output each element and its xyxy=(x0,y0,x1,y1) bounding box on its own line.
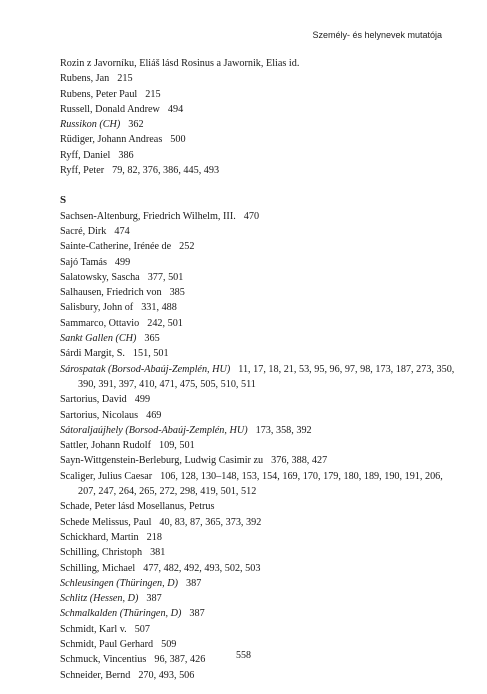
index-entry-name: Sattler, Johann Rudolf xyxy=(60,440,151,452)
index-entry-pages: 96, 387, 426 xyxy=(154,654,206,666)
index-entry-name: Salatowsky, Sascha xyxy=(60,271,140,283)
index-entry-name: Schilling, Christoph xyxy=(60,547,143,559)
index-entry xyxy=(60,239,460,254)
index-entry xyxy=(60,316,460,331)
index-entry-name: Rüdiger, Johann Andreas xyxy=(60,134,163,146)
index-entry xyxy=(60,148,460,163)
index-entry-name: Sachsen-Altenburg, Friedrich Wilhelm, III. xyxy=(60,210,236,222)
index-entry-pages: 218 xyxy=(146,531,162,543)
index-entry-pages: 385 xyxy=(169,287,185,299)
index-entry-pages: 500 xyxy=(170,134,186,146)
index-entry-name: Salhausen, Friedrich von xyxy=(60,287,162,299)
index-entry-pages: 499 xyxy=(134,394,151,406)
index-entry-name: Scaliger, Julius Caesar xyxy=(60,470,153,482)
index-entry xyxy=(60,622,460,637)
index-entry-name: Sárospatak (Borsod-Abaúj-Zemplén, HU) xyxy=(60,363,231,375)
index-entry-name: Schmidt, Karl v. xyxy=(60,623,127,635)
index-entry-name: Sacré, Dirk xyxy=(60,225,107,237)
index-entry-name: Sajó Tamás xyxy=(60,256,107,268)
section-letter: S xyxy=(60,194,67,207)
index-entry-name: Sartorius, Nicolaus xyxy=(60,409,139,421)
index-entry-name: Schede Melissus, Paul xyxy=(60,516,152,528)
index-entry-name: Rubens, Jan xyxy=(60,73,110,85)
index-entry-pages: 215 xyxy=(117,73,133,85)
index-entry-name: Sartorius, David xyxy=(60,394,127,406)
index-entry-pages: 387 xyxy=(186,577,202,589)
index-entry xyxy=(60,71,460,86)
index-group-s xyxy=(60,209,460,683)
index-entry-name: Schneider, Bernd xyxy=(60,669,131,681)
index-entry-name: Schmuck, Vincentius xyxy=(60,654,147,666)
index-entry-pages: 173, 358, 392 xyxy=(255,424,312,436)
index-entry xyxy=(60,545,460,560)
index-entry xyxy=(60,438,460,453)
index-entry xyxy=(60,346,460,361)
index-entry-pages: 499 xyxy=(114,256,131,268)
index-entry xyxy=(60,331,460,346)
index-entry-name: Schilling, Michael xyxy=(60,562,136,574)
index-group-r xyxy=(60,56,460,178)
index-entry-pages: 387 xyxy=(189,608,205,620)
index-entry-name: Schlitz (Hessen, D) xyxy=(60,593,139,605)
index-entry-pages: 11, 17, 18, 21, 53, 95, 96, 97, 98, 173, 187, 273, 350, 390, 391, 397, 410, 471, 475, 505, 510, 511 xyxy=(78,363,455,390)
index-entry xyxy=(60,515,460,530)
index-entry-name: Sankt Gallen (CH) xyxy=(60,333,137,345)
index-entry xyxy=(60,270,460,285)
index-entry-pages: 365 xyxy=(144,333,160,345)
index-entry xyxy=(60,255,460,270)
index-entry xyxy=(60,117,460,132)
index-entry-pages: 494 xyxy=(167,103,184,115)
index-entry xyxy=(60,530,460,545)
index-entry-name: Ryff, Peter xyxy=(60,165,105,177)
index-entry-pages: 106, 128, 130–148, 153, 154, 169, 170, 179, 180, 189, 190, 191, 206, 207, 247, 264, 265, 272, 298, 419, 501, 512 xyxy=(78,470,443,498)
page-number: 558 xyxy=(236,650,251,661)
index-entry xyxy=(60,576,460,591)
index-entry xyxy=(60,591,460,606)
index-entry xyxy=(60,408,460,423)
index-entry-name: Russikon (CH) xyxy=(60,119,121,131)
index-entry-name: Russell, Donald Andrew xyxy=(60,103,160,115)
index-entry-pages: 242, 501 xyxy=(147,317,183,329)
index-entry-name: Sayn-Wittgenstein-Berleburg, Ludwig Casimir zu xyxy=(60,455,264,467)
index-entry-pages: 40, 83, 87, 365, 373, 392 xyxy=(159,516,262,528)
index-entry-pages: 151, 501 xyxy=(132,348,169,360)
index-entry xyxy=(60,56,460,71)
index-entry-pages: 79, 82, 376, 386, 445, 493 xyxy=(112,165,220,177)
index-entry-name: Salisbury, John of xyxy=(60,302,134,314)
index-entry-pages: 387 xyxy=(146,593,162,605)
index-entry xyxy=(60,561,460,576)
index-entry-name: Sátoraljaújhely (Borsod-Abaúj-Zemplén, HU) xyxy=(60,424,248,436)
index-entry-pages: 386 xyxy=(118,149,134,161)
index-entry xyxy=(60,132,460,147)
index-entry-name: Ryff, Daniel xyxy=(60,149,111,161)
index-entry-name: Schleusingen (Thüringen, D) xyxy=(60,577,178,589)
index-entry xyxy=(60,469,460,500)
index-entry-pages: 509 xyxy=(161,638,177,650)
index-entry xyxy=(60,668,460,683)
index-entry-pages: 477, 482, 492, 493, 502, 503 xyxy=(143,562,261,574)
index-entry-pages: 469 xyxy=(146,409,162,421)
index-entry xyxy=(60,499,460,514)
index-entry-pages: 474 xyxy=(114,225,130,237)
index-entry-name: Schade, Peter lásd Mosellanus, Petrus xyxy=(60,501,215,513)
index-entry-pages: 362 xyxy=(128,119,144,131)
index-entry-name: Rubens, Peter Paul xyxy=(60,88,138,100)
index-entry xyxy=(60,423,460,438)
index-entry-pages: 215 xyxy=(145,88,161,100)
index-entry-name: Sainte-Catherine, Irénée de xyxy=(60,241,172,253)
index-entry xyxy=(60,163,460,178)
index-entry xyxy=(60,453,460,468)
index-entry-pages: 109, 501 xyxy=(159,440,195,452)
index-entry-pages: 507 xyxy=(134,623,150,635)
index-entry xyxy=(60,102,460,117)
index-list xyxy=(60,56,460,683)
index-entry-name: Rozin z Javorníku, Eliáš lásd Rosinus a Jawornik, Elias id. xyxy=(60,58,300,69)
index-entry xyxy=(60,606,460,621)
index-entry-name: Sárdi Margit, S. xyxy=(60,348,125,360)
index-entry xyxy=(60,300,460,315)
index-entry-name: Schmidt, Paul Gerhard xyxy=(60,638,154,650)
index-entry-name: Schmalkalden (Thüringen, D) xyxy=(60,608,182,620)
index-entry-name: Schickhard, Martin xyxy=(60,531,139,543)
index-entry-pages: 470 xyxy=(243,210,260,222)
index-entry xyxy=(60,224,460,239)
index-entry xyxy=(60,392,460,407)
index-entry-pages: 252 xyxy=(179,241,195,253)
index-entry xyxy=(60,362,460,393)
index-entry xyxy=(60,87,460,102)
index-entry-pages: 376, 388, 427 xyxy=(271,455,328,467)
index-entry-pages: 381 xyxy=(150,547,166,559)
index-entry-pages: 270, 493, 506 xyxy=(138,669,195,681)
index-entry-name: Sammarco, Ottavio xyxy=(60,317,140,329)
index-entry-pages: 331, 488 xyxy=(141,302,177,314)
running-head: Személy- és helynevek mutatója xyxy=(312,30,442,40)
index-entry xyxy=(60,285,460,300)
index-entry xyxy=(60,209,460,224)
index-entry-pages: 377, 501 xyxy=(147,271,184,283)
